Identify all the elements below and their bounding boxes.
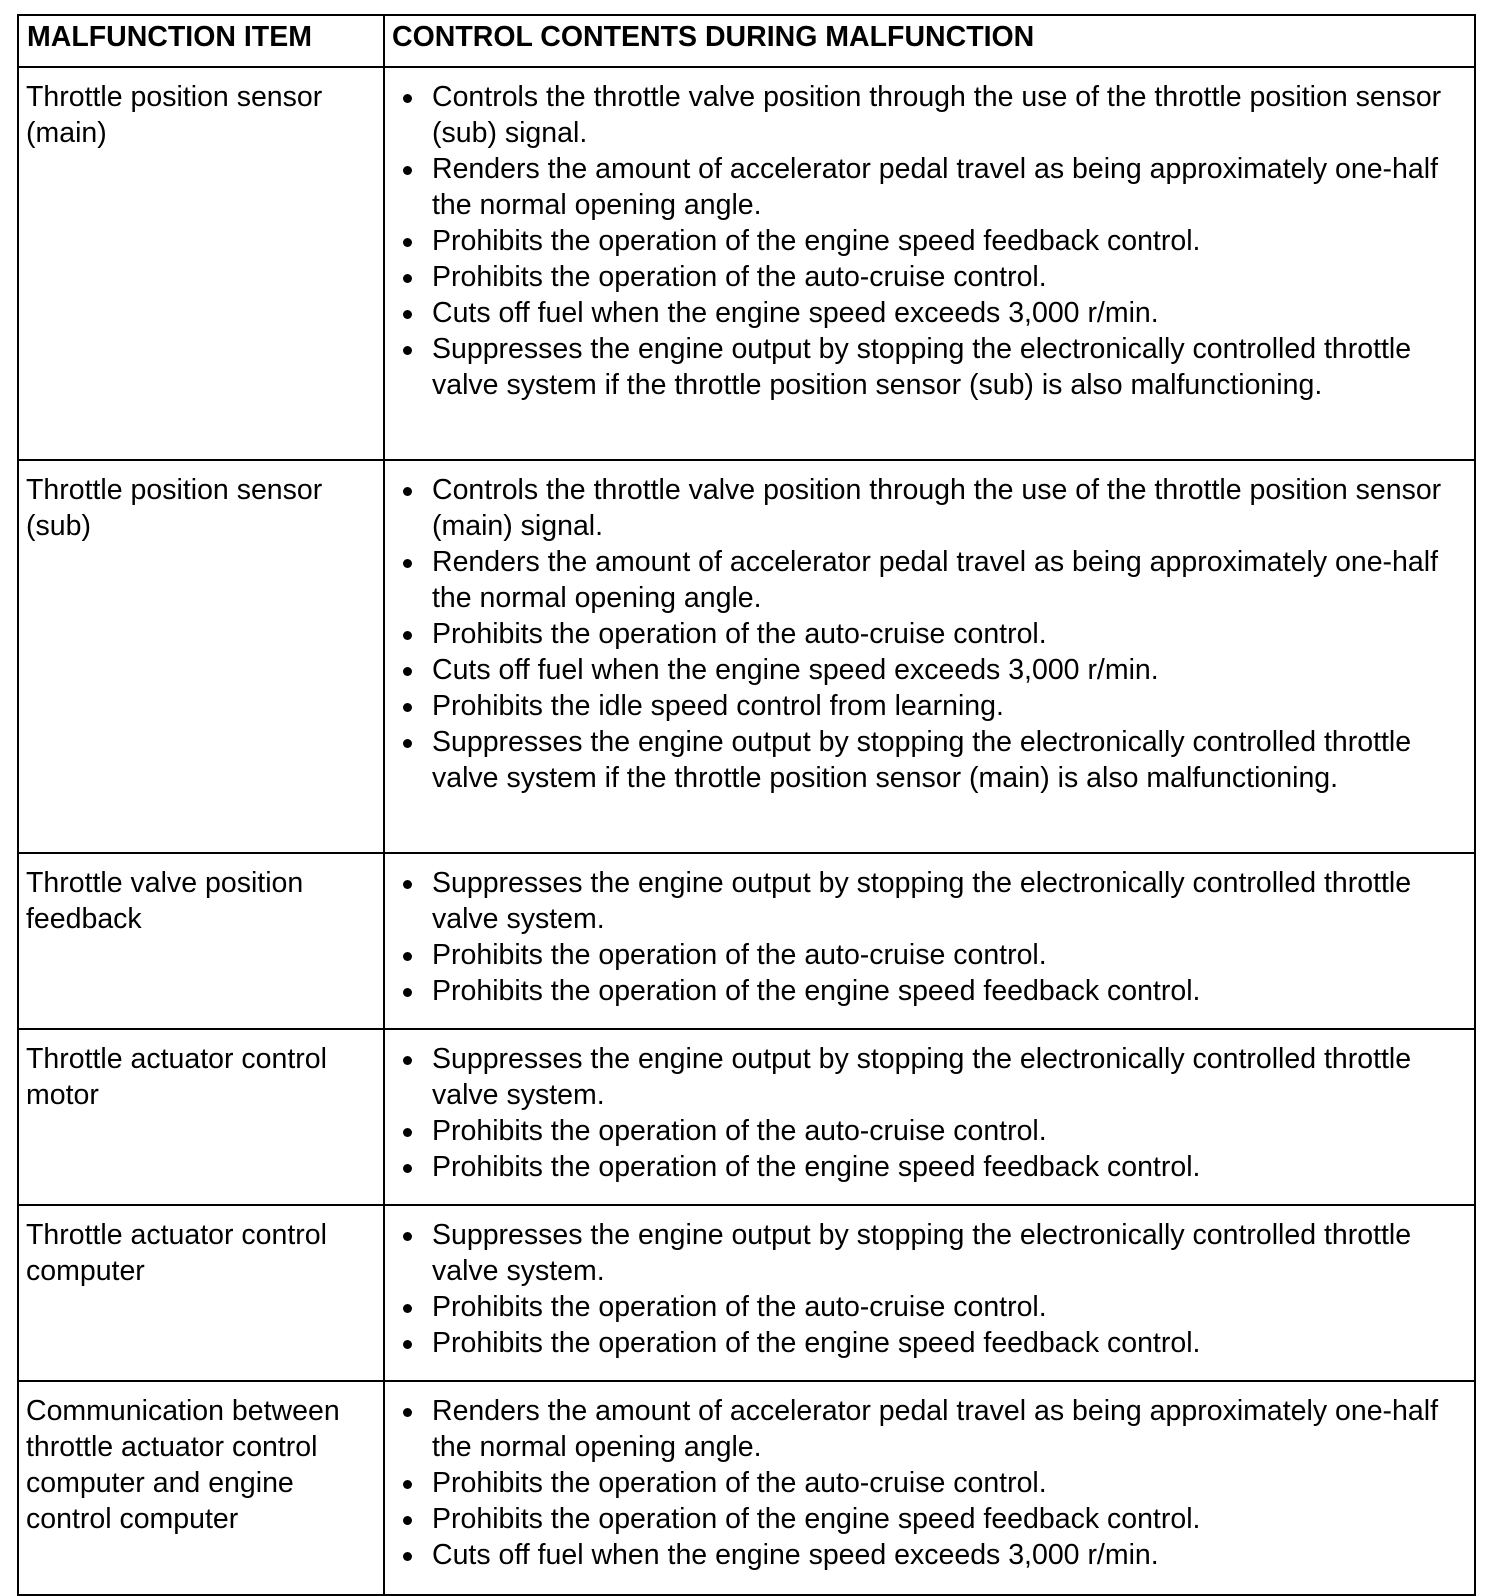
list-item: Suppresses the engine output by stopping the electronically controlled throttle valve system if the throttle position sensor (main) is also malfunctioning.	[385, 724, 1474, 796]
list-item: Cuts off fuel when the engine speed exceeds 3,000 r/min.	[385, 652, 1474, 688]
control-contents	[384, 67, 1475, 460]
list-item: Prohibits the operation of the auto-cruise control.	[385, 616, 1474, 652]
malfunction-item: Throttle position sensor (sub)	[18, 460, 384, 853]
list-item: Controls the throttle valve position through the use of the throttle position sensor (main) signal.	[385, 472, 1474, 544]
list-item: Renders the amount of accelerator pedal travel as being approximately one-half the normal opening angle.	[385, 151, 1474, 223]
list-item: Cuts off fuel when the engine speed exceeds 3,000 r/min.	[385, 1537, 1474, 1573]
header-control-contents: CONTROL CONTENTS DURING MALFUNCTION	[384, 15, 1475, 67]
list-item: Prohibits the operation of the auto-cruise control.	[385, 1113, 1474, 1149]
contents-list	[385, 1041, 1474, 1185]
malfunction-item: Communication between throttle actuator control computer and engine control computer	[18, 1381, 384, 1595]
list-item: Prohibits the operation of the auto-cruise control.	[385, 259, 1474, 295]
contents-list	[385, 1217, 1474, 1361]
table-row	[18, 67, 1475, 460]
contents-list	[385, 472, 1474, 796]
control-contents	[384, 1029, 1475, 1205]
list-item: Suppresses the engine output by stopping the electronically controlled throttle valve system.	[385, 865, 1474, 937]
list-item: Prohibits the operation of the auto-cruise control.	[385, 1465, 1474, 1501]
malfunction-item: Throttle actuator control motor	[18, 1029, 384, 1205]
list-item: Cuts off fuel when the engine speed exceeds 3,000 r/min.	[385, 295, 1474, 331]
list-item: Suppresses the engine output by stopping the electronically controlled throttle valve system.	[385, 1217, 1474, 1289]
table-row	[18, 1205, 1475, 1381]
list-item: Prohibits the operation of the engine speed feedback control.	[385, 223, 1474, 259]
list-item: Prohibits the idle speed control from learning.	[385, 688, 1474, 724]
control-contents	[384, 853, 1475, 1029]
list-item: Prohibits the operation of the engine speed feedback control.	[385, 1149, 1474, 1185]
list-item: Renders the amount of accelerator pedal travel as being approximately one-half the normal opening angle.	[385, 544, 1474, 616]
control-contents	[384, 460, 1475, 853]
header-malfunction-item: MALFUNCTION ITEM	[18, 15, 384, 67]
list-item: Suppresses the engine output by stopping the electronically controlled throttle valve system if the throttle position sensor (sub) is also malfunctioning.	[385, 331, 1474, 403]
list-item: Prohibits the operation of the engine speed feedback control.	[385, 1501, 1474, 1537]
table-row	[18, 1381, 1475, 1595]
list-item: Suppresses the engine output by stopping the electronically controlled throttle valve system.	[385, 1041, 1474, 1113]
contents-list	[385, 79, 1474, 403]
header-row	[18, 15, 1475, 67]
list-item: Prohibits the operation of the engine speed feedback control.	[385, 1325, 1474, 1361]
malfunction-item: Throttle actuator control computer	[18, 1205, 384, 1381]
list-item: Controls the throttle valve position through the use of the throttle position sensor (sub) signal.	[385, 79, 1474, 151]
list-item: Renders the amount of accelerator pedal travel as being approximately one-half the normal opening angle.	[385, 1393, 1474, 1465]
malfunction-item: Throttle position sensor (main)	[18, 67, 384, 460]
table-row	[18, 460, 1475, 853]
table-row	[18, 853, 1475, 1029]
control-contents	[384, 1205, 1475, 1381]
malfunction-table	[17, 14, 1476, 1596]
list-item: Prohibits the operation of the engine speed feedback control.	[385, 973, 1474, 1009]
malfunction-item: Throttle valve position feedback	[18, 853, 384, 1029]
list-item: Prohibits the operation of the auto-cruise control.	[385, 937, 1474, 973]
table-row	[18, 1029, 1475, 1205]
contents-list	[385, 1393, 1474, 1573]
list-item: Prohibits the operation of the auto-cruise control.	[385, 1289, 1474, 1325]
contents-list	[385, 865, 1474, 1009]
control-contents	[384, 1381, 1475, 1595]
